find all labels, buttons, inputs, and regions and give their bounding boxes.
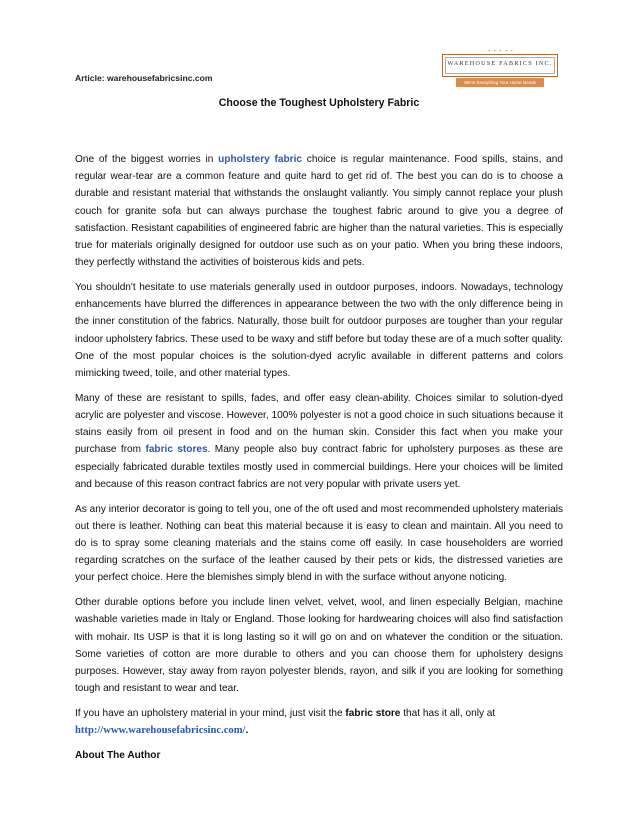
- logo-ornament: • • • • •: [488, 48, 514, 53]
- paragraph-4: As any interior decorator is going to tell you, one of the oft used and most recommended upholstery materials out there is leather. Nothing can beat this material because it is easy to clean and maintain. All you need to do is to spray some cleaning materials and the stains come off easily. In case householders are worried regarding scratches on the surface of the leather caused by their pets or kids, the distressed varieties are your perfect choice. Here the blemishes simply blend in with the surface without anyone noticing.: [75, 503, 563, 584]
- company-logo: [440, 48, 562, 92]
- article-source-line: Article: warehousefabricsinc.com: [75, 73, 213, 83]
- paragraph-1-text-b: choice is regular maintenance. Food spills, stains, and regular wear-tear are a common feature and quite hard to get rid of. The best you can do is to choose a durable and resistant material that withstands the onslaught valiantly. You simply cannot replace your plush couch for granite sofa but can always purchase the toughest fabric around to give you a degree of satisfaction. Resistant capabilities of engineered fabric are higher than the natural varieties. This is especially true for materials originally designed for outdoor use such as on your patio. When you bring these indoors, they perfectly withstand the activities of boisterous kids and pets.: [75, 154, 563, 269]
- website-url-link[interactable]: http://www.warehousefabricsinc.com/: [75, 725, 246, 737]
- paragraph-6-text-b: that has it all, only at: [400, 708, 496, 720]
- document-title: Choose the Toughest Upholstery Fabric: [218, 97, 420, 109]
- about-author-heading: About The Author: [75, 750, 161, 762]
- logo-name: WAREHOUSE FABRICS INC.: [447, 60, 553, 67]
- paragraph-1-text-a: One of the biggest worries in: [75, 154, 219, 165]
- fabric-stores-link[interactable]: fabric stores: [145, 444, 208, 456]
- paragraph-5: Other durable options before you include linen velvet, velvet, wool, and linen especially Belgian, machine washable varieties made in Italy or England. Those looking for hardwearing choices will also find satisfaction with mohair. Its USP is that it is long lasting so it will go on and on whatever the condition or the situation. Some varieties of cotton are more durable to others and you can choose them for upholstery designs purposes. However, stay away from rayon polyester blends, rayon, and silk if you are looking for something tough and resistant to wear and tear.: [75, 597, 563, 695]
- logo-tagline: We're Everything Your Home Needs: [456, 78, 544, 87]
- paragraph-6-period: .: [245, 725, 249, 737]
- paragraph-6: [75, 705, 563, 739]
- paragraph-3: [75, 390, 563, 493]
- document-body: [75, 151, 563, 772]
- logo-frame: [442, 54, 558, 77]
- fabric-store-text: fabric store: [345, 708, 401, 720]
- paragraph-3-text-a: Many of these are resistant to spills, fades, and offer easy clean-ability. Choices similar to solution-dyed acrylic are polyester and viscose. However, 100% polyester is not a good choice in such situations because it stains easily from oil present in food and on the human skin. Consider this fact when you make your purchase from: [75, 392, 563, 456]
- upholstery-fabric-link[interactable]: upholstery fabric: [218, 154, 303, 165]
- paragraph-1: [75, 151, 563, 271]
- paragraph-2: You shouldn't hesitate to use materials generally used in outdoor purposes, indoors. Nowadays, technology enhancements have blurred the differences in appearance between the two with the only difference being in the inner constitution of the fabrics. Naturally, those built for outdoor purposes are tougher than your regular indoor upholstery fabrics. These used to be waxy and stiff before but today these are of a much softer quality. One of the most popular choices is the solution-dyed acrylic available in different patterns and colors mimicking tweed, toile, and other material types.: [75, 282, 563, 380]
- paragraph-6-text-a: If you have an upholstery material in your mind, just visit the: [75, 708, 346, 720]
- paragraph-3-text-b: . Many people also buy contract fabric for upholstery purposes as these are especially fabricated durable textiles mostly used in commercial buildings. Here your choices will be limited and because of this reason contract fabrics are not very popular with private users yet.: [75, 444, 563, 490]
